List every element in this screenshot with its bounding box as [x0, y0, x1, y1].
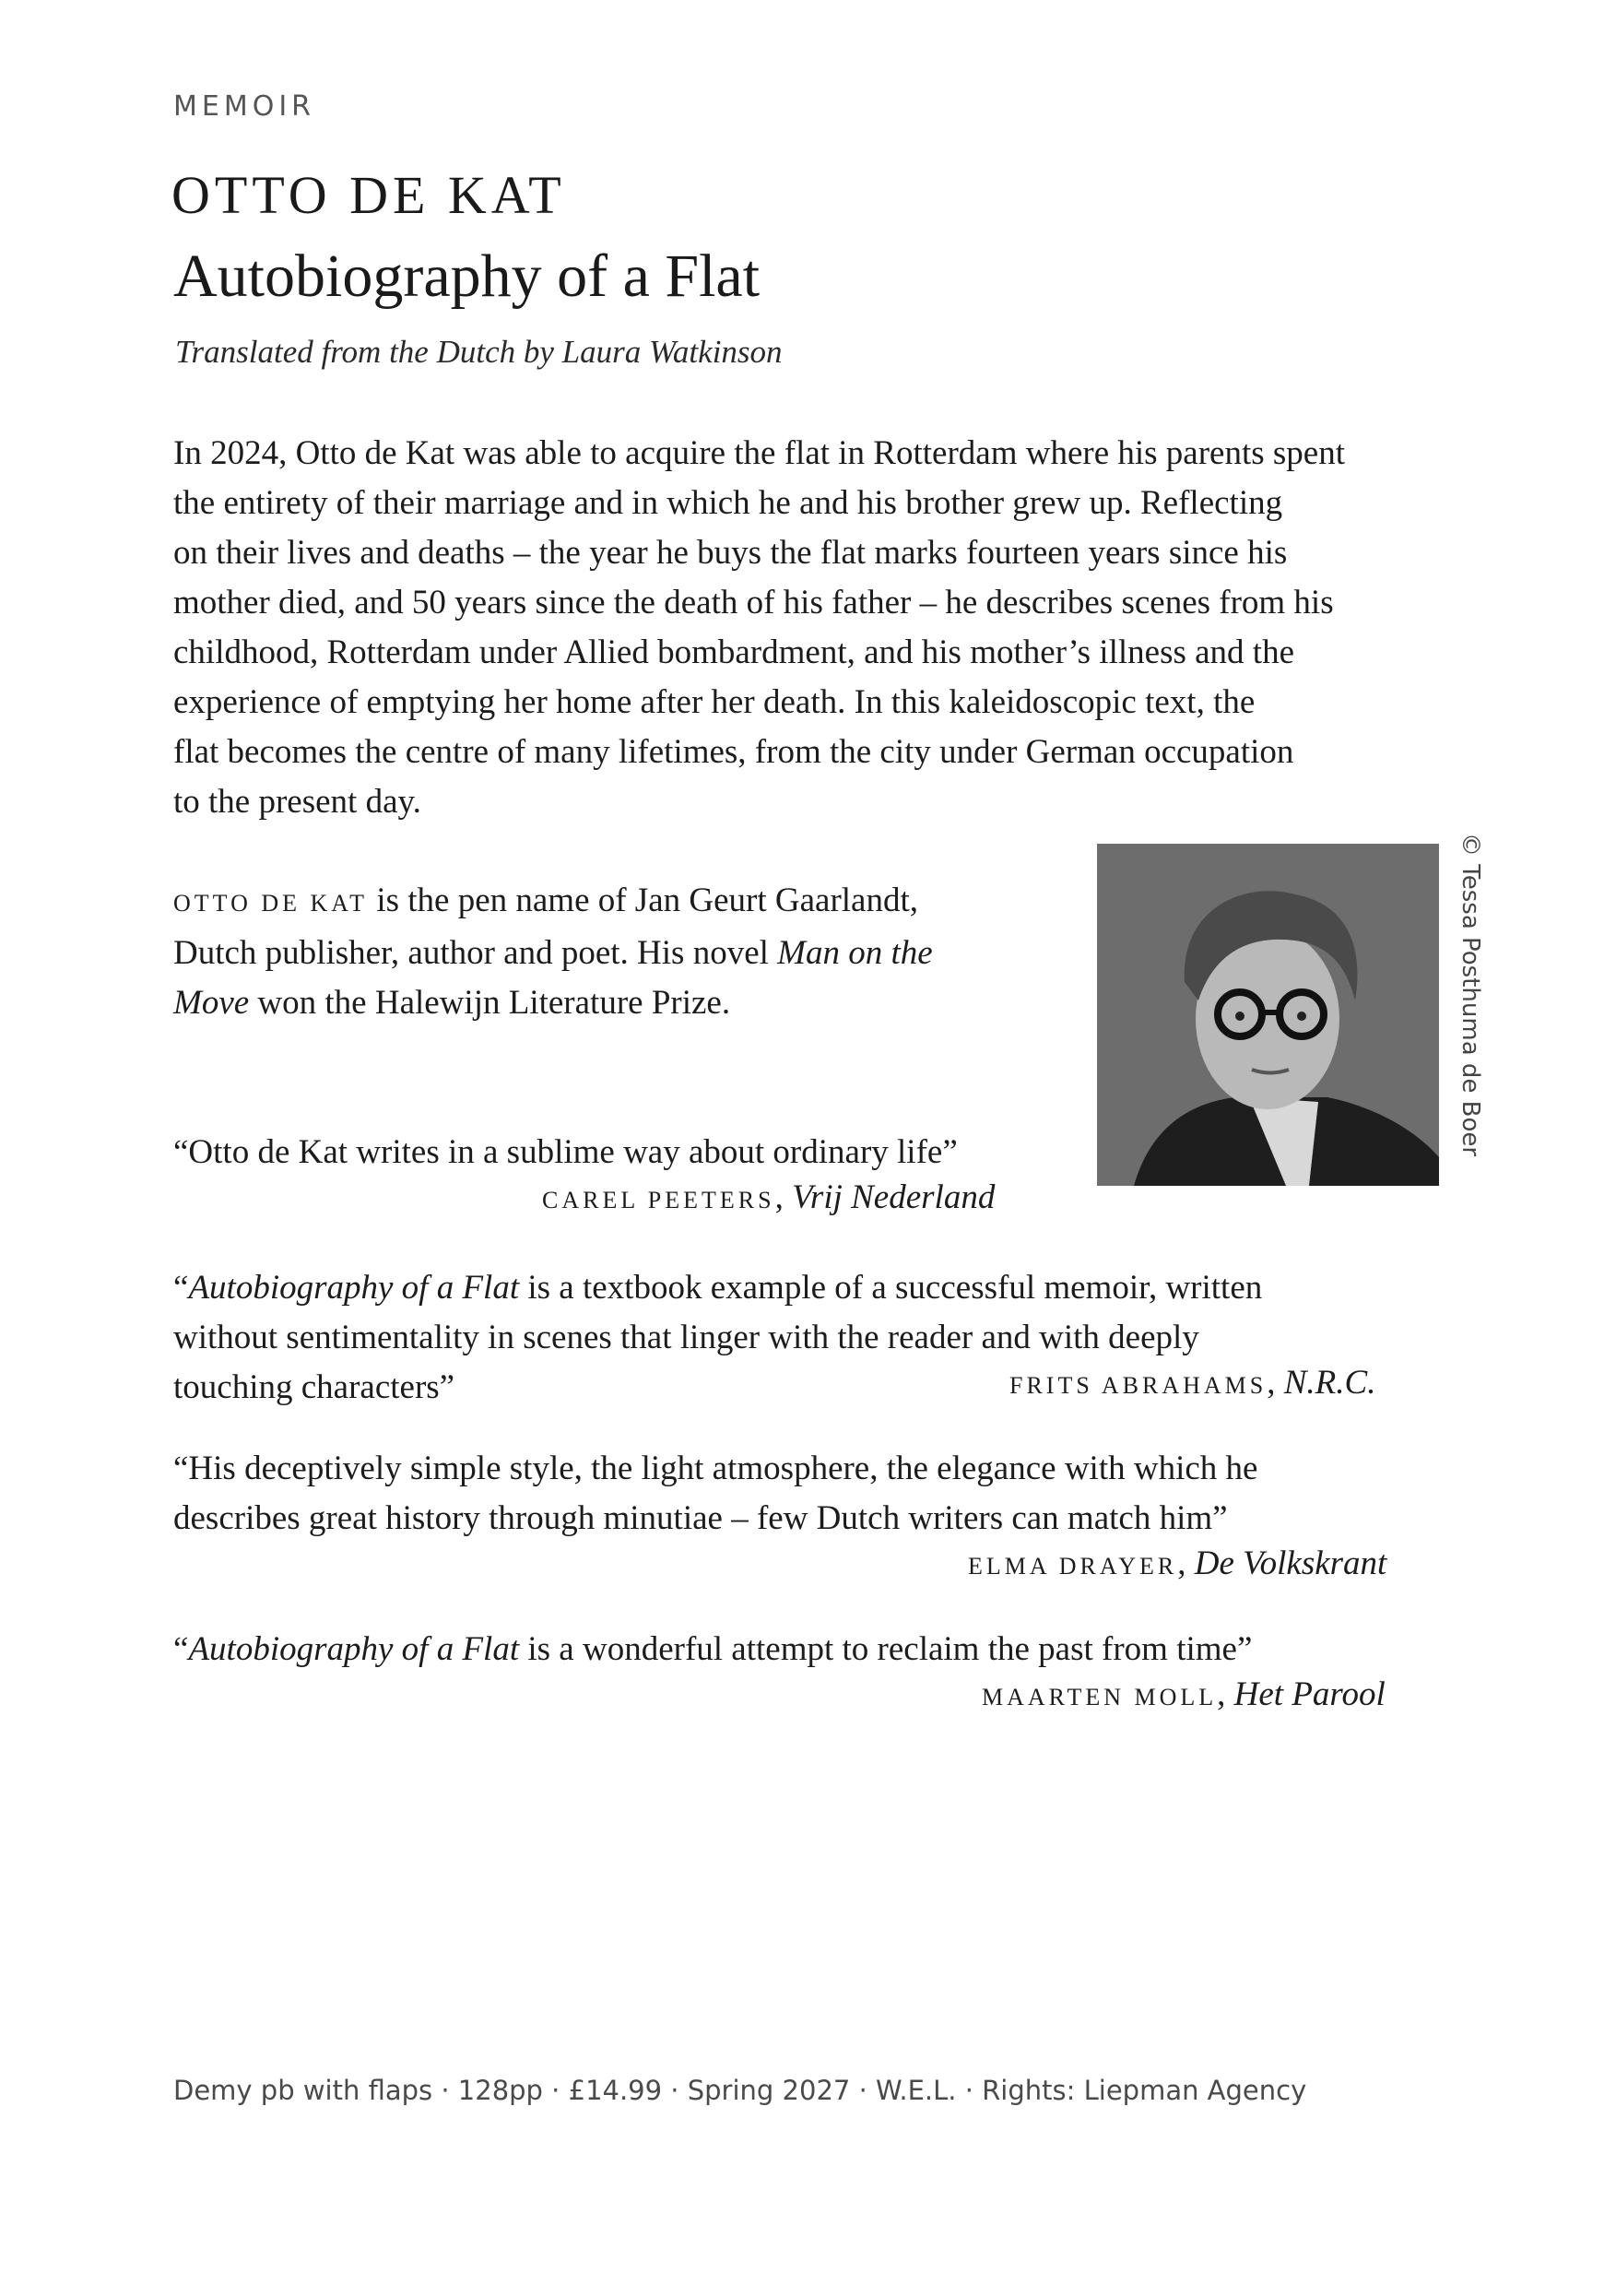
attribution-separator: ,: [774, 1178, 793, 1216]
bio-line: [173, 876, 1003, 929]
quote-text-part: is a textbook example of a successful memoir, written: [519, 1269, 1263, 1307]
attribution-separator: ,: [1177, 1544, 1195, 1582]
description-line: experience of emptying her home after her death. In this kaleidoscopic text, the: [173, 683, 1256, 721]
publication-name: N.R.C.: [1283, 1364, 1376, 1402]
quote-mark: “: [173, 1269, 189, 1307]
quote-attribution: [542, 1178, 995, 1217]
novel-title: Man on the: [777, 934, 933, 972]
author-name: OTTO DE KAT: [171, 165, 566, 225]
reviewer-name: CAREL PEETERS: [542, 1187, 775, 1213]
quote-text: without sentimentality in scenes that linger with the reader and with deeply: [173, 1319, 1199, 1356]
description-line: on their lives and deaths – the year he buys the flat marks fourteen years since his: [173, 534, 1288, 572]
review-quote: [173, 1128, 958, 1178]
reviewer-name: MAARTEN MOLL: [982, 1684, 1218, 1710]
description-line: In 2024, Otto de Kat was able to acquire the flat in Rotterdam where his parents spent: [173, 434, 1345, 472]
book-title: Autobiography of a Flat: [173, 243, 761, 310]
quote-mark: “: [173, 1630, 189, 1668]
description-line: flat becomes the centre of many lifetimes, from the city under German occupation: [173, 733, 1294, 771]
publication-name: De Volkskrant: [1194, 1544, 1387, 1582]
publication-details: Demy pb with flaps · 128pp · £14.99 · Spring 2027 · W.E.L. · Rights: Liepman Agency: [173, 2075, 1307, 2106]
quote-text: [173, 1263, 1262, 1313]
bio-line: [173, 978, 1003, 1028]
description-line: childhood, Rotterdam under Allied bombardment, and his mother’s illness and the: [173, 633, 1294, 671]
quote-attribution: [982, 1675, 1386, 1714]
quote-text: [173, 1625, 1252, 1675]
bio-text: is the pen name of Jan Geurt Gaarlandt,: [368, 882, 918, 919]
book-description: [173, 429, 1455, 827]
bio-text: Dutch publisher, author and poet. His novel: [173, 934, 778, 972]
author-photo: [1097, 844, 1439, 1186]
description-line: the entirety of their marriage and in which he and his brother grew up. Reflecting: [173, 484, 1283, 522]
reviewer-name: FRITS ABRAHAMS: [1009, 1372, 1268, 1399]
book-title-mention: Autobiography of a Flat: [188, 1630, 520, 1668]
quote-attribution: [968, 1544, 1386, 1583]
quote-text: “Otto de Kat writes in a sublime way about ordinary life”: [173, 1133, 958, 1171]
quote-attribution: [1009, 1363, 1375, 1402]
book-title-mention: Autobiography of a Flat: [188, 1269, 520, 1307]
bio-text: won the Halewijn Literature Prize.: [249, 984, 731, 1022]
description-line: mother died, and 50 years since the death of his father – he describes scenes from his: [173, 584, 1334, 621]
photo-credit: © Tessa Posthuma de Boer: [1457, 833, 1484, 1157]
review-quote: [173, 1625, 1252, 1675]
quote-text: touching characters”: [173, 1368, 455, 1406]
author-bio: [173, 876, 1003, 1028]
attribution-separator: ,: [1267, 1364, 1284, 1402]
category-label: MEMOIR: [173, 90, 316, 123]
bio-line: [173, 929, 1003, 978]
review-quote: [173, 1444, 1257, 1544]
bio-author-name: OTTO DE KAT: [173, 890, 369, 917]
portrait-illustration: [1097, 844, 1439, 1186]
attribution-separator: ,: [1217, 1675, 1234, 1713]
quote-text: describes great history through minutiae – few Dutch writers can match him”: [173, 1499, 1228, 1537]
description-line: to the present day.: [173, 783, 421, 821]
reviewer-name: ELMA DRAYER: [968, 1553, 1178, 1580]
novel-title: Move: [173, 984, 250, 1022]
publication-name: Het Parool: [1233, 1675, 1386, 1713]
translator-credit: Translated from the Dutch by Laura Watkinson: [175, 334, 783, 370]
publication-name: Vrij Nederland: [792, 1178, 996, 1216]
quote-text: “His deceptively simple style, the light atmosphere, the elegance with which he: [173, 1450, 1258, 1487]
quote-text-part: is a wonderful attempt to reclaim the past from time”: [519, 1630, 1253, 1668]
